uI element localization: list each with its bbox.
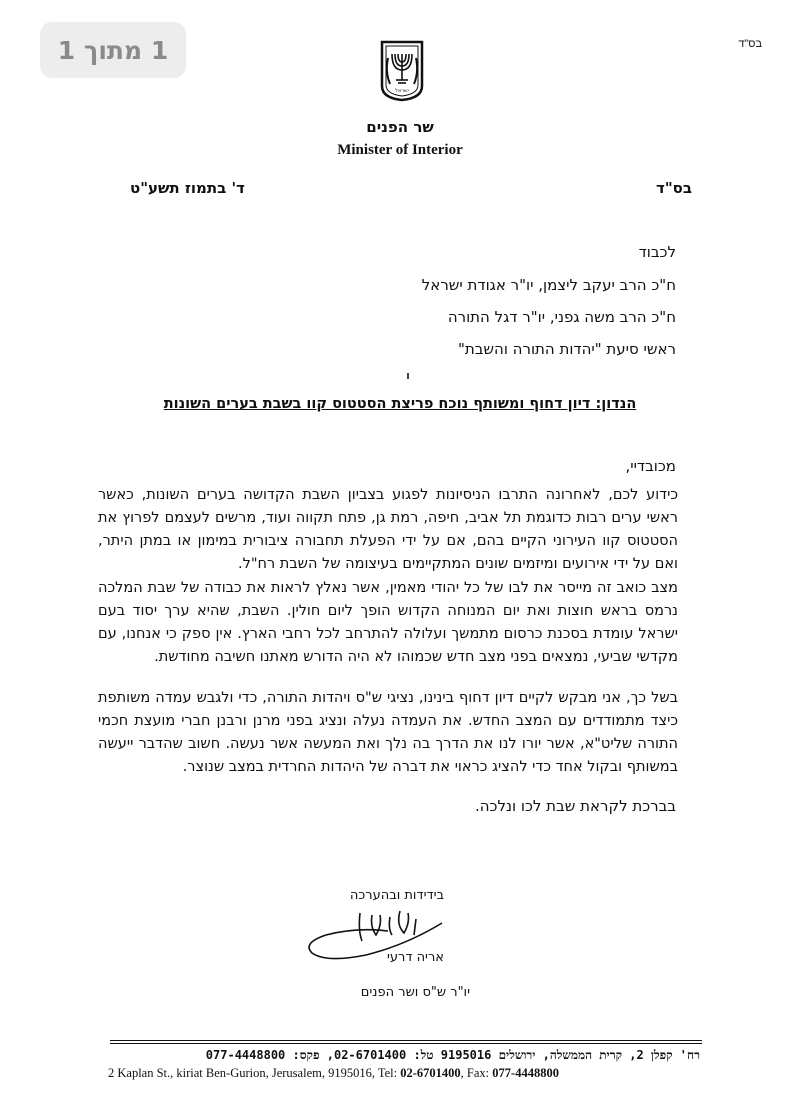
footer-tel: 02-6701400 <box>400 1066 461 1080</box>
emblem-caption: ישראל <box>395 88 409 94</box>
letter-subject: הנדון: דיון דחוף ומשותף נוכח פריצת הסטטוס קוו בשבת בערים השונות <box>163 396 637 412</box>
recipient-greeting: לכבוד <box>638 243 676 261</box>
footer-fax: 077-4448800 <box>492 1066 559 1080</box>
state-emblem-icon <box>378 38 426 102</box>
paragraph-3: בשל כך, אני מבקש לקיים דיון דחוף בינינו, נציגי ש"ס ויהדות התורה, כדי ולגבש עמדה משותפת כיצד מתמודדים עם המצב החדש. את העמדה נעלה ונציג בפני מרנן ורבנן חברי מועצת חכמי התורה שליט"א, אשר יורו לנו את הדרך בה נלך ואת המעשה אשר נעשה. חשוב שהדבר ייעשה במשותף ובקול אחד כדי להציג כראוי את דברה של היהדות החרדית במצב שנוצר. <box>98 690 678 775</box>
footer-fax-label: , Fax: <box>460 1066 493 1080</box>
ministry-title-english: Minister of Interior <box>337 142 463 158</box>
footer-address-hebrew: רח' קפלן 2, קרית הממשלה, ירושלים 9195016 טל: 02-6701400, פקס: 077-4448800 <box>205 1048 700 1062</box>
paragraph-2: מצב כואב זה מייסר את לבו של כל יהודי מאמין, אשר נאלץ לראות את כבודה של שבת המלכה נרמס בראש חוצות ואת יום המנוחה הקדוש הופך ליום חולין. השבת, שהיא ערך יסוד בעם ישראל עומדת בסכנת כרסום מתמשך ועלולה להתרחב לכל רחבי הארץ. אין ספק כי אנחנו, עם מקדשי שביעי, נמצאים בפני מצב חדש שכמוהו לא היה הדורש מאתנו חשיבה מחודשת. <box>98 580 678 665</box>
bsd-corner-mark: בס"ד <box>738 38 762 50</box>
footer-divider-thin <box>110 1043 702 1044</box>
bsd-heading: בס"ד <box>656 179 692 197</box>
footer-address-text: 2 Kaplan St., kiriat Ben-Gurion, Jerusalem, 9195016, Tel: <box>108 1066 401 1080</box>
blessing-line: בברכת לקראת שבת לכו ונלכה. <box>474 797 676 815</box>
ministry-title-hebrew: שר הפנים <box>366 118 434 136</box>
recipient-line-3: ראשי סיעת "יהדות התורה והשבת" <box>457 340 676 358</box>
tick-mark <box>407 373 409 379</box>
signer-title: יו"ר ש"ס ושר הפנים <box>360 985 470 1000</box>
page-indicator-badge: 1 מתוך 1 <box>40 22 186 78</box>
salutation: מכובדיי, <box>625 457 676 475</box>
footer-address-english <box>108 1066 700 1081</box>
closing-regards: בידידות ובהערכה <box>349 888 444 903</box>
recipient-line-1: ח"כ הרב יעקב ליצמן, יו"ר אגודת ישראל <box>421 276 676 294</box>
signer-name: אריה דרעי <box>386 950 444 965</box>
recipient-line-2: ח"כ הרב משה גפני, יו"ר דגל התורה <box>447 308 676 326</box>
footer-divider <box>110 1040 702 1041</box>
paragraph-1: כידוע לכם, לאחרונה התרבו הניסיונות לפגוע בצביון השבת הקדושה בערים השונות, כאשר ראשי ערים רבות כדוגמת תל אביב, חיפה, רמת גן, פתח תקווה ועוד, מרשים לעצמם לפרוץ את הסטטוס קוו העירוני הקיים בהם, אם על ידי הפעלת תחבורה ציבורית במימון או במתן היתר, ואם על ידי אירועים ומיזמים שונים המתקיימים בעיצומה של השבת רח"ל. <box>98 487 678 572</box>
letter-date: ד' בתמוז תשע"ט <box>130 179 245 197</box>
